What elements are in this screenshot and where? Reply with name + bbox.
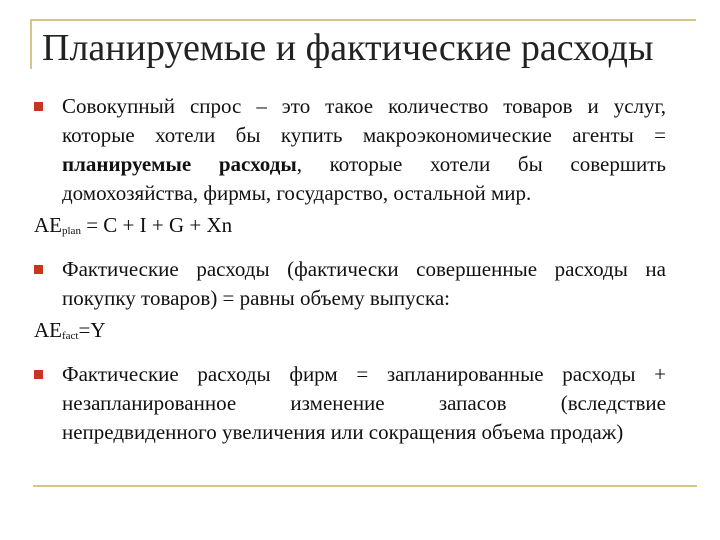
bullet-text-continued: , которые хотели бы совершить домохозяйства, фирмы, государство, остальной мир. (62, 152, 666, 205)
slide-title: Планируемые и фактические расходы (42, 27, 654, 69)
slide-body (34, 92, 666, 450)
bullet-bold-term: планируемые расходы (62, 152, 297, 176)
bullet-actual-expenditure (34, 255, 666, 313)
formula-symbol: AE (34, 318, 62, 342)
frame-bottom-line (33, 485, 697, 487)
formula-subscript: fact (62, 330, 79, 342)
bullet-square-icon (34, 102, 43, 111)
formula-ae-plan (34, 211, 666, 244)
bullet-aggregate-demand (34, 92, 666, 208)
formula-expression: =Y (78, 318, 106, 342)
bullet-text: Фактические расходы фирм = запланированные расходы + незапланированное изменение запасов (вследствие непредвиденного увеличения или сокращения объема продаж) (62, 362, 666, 444)
formula-subscript: plan (62, 225, 81, 237)
formula-ae-fact (34, 316, 666, 349)
frame-top-line (30, 19, 696, 21)
bullet-text: Фактические расходы (фактически совершенные расходы на покупку товаров) = равны объему выпуска: (62, 257, 666, 310)
formula-expression: = C + I + G + Xn (80, 213, 233, 237)
formula-symbol: AE (34, 213, 62, 237)
frame-left-line (30, 19, 32, 69)
bullet-square-icon (34, 265, 43, 274)
bullet-square-icon (34, 370, 43, 379)
bullet-text: Совокупный спрос – это такое количество товаров и услуг, которые хотели бы купить макроэкономические агенты = (62, 94, 666, 147)
bullet-firm-expenditure (34, 360, 666, 447)
